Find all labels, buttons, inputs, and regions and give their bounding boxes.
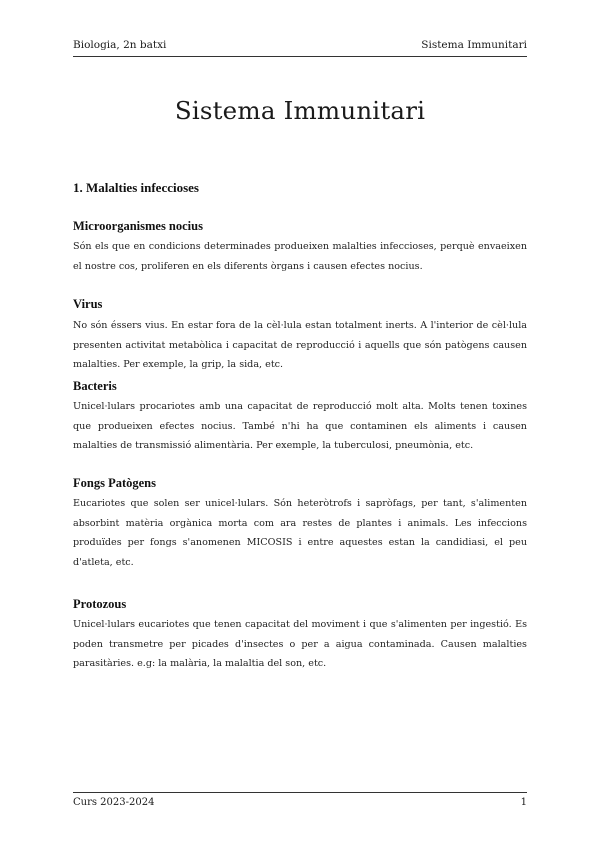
paragraph-protozous: Unicel·lulars eucariotes que tenen capacitat del moviment i que s'alimenten per ingestió. Es poden transmetre per picades d'insectes o per a aigua contaminada. Causen malalties parasitàries. e.g: la malària, la malaltia del son, etc.: [73, 619, 527, 670]
page-header: [73, 39, 527, 55]
header-course: Biologia, 2n batxi: [73, 39, 167, 51]
subsection-heading-bacteris: Bacteris: [73, 379, 117, 393]
paragraph-virus: No són éssers vius. En estar fora de la cèl·lula estan totalment inerts. A l'interior de cèl·lula presenten activitat metabòlica i capacitat de reproducció i aquells que són patògens causen malalties. Per exemple, la grip, la sida, etc.: [73, 320, 527, 371]
paragraph-microorganismes: Són els que en condicions determinades produeixen malalties infeccioses, perquè envaeixen el nostre cos, proliferen en els diferents òrgans i causen efectes nocius.: [73, 241, 527, 272]
page-number: 1: [520, 797, 527, 808]
paragraph-fongs: Eucariotes que solen ser unicel·lulars. Són heteròtrofs i sapròfags, per tant, s'alimenten absorbint matèria orgànica morta com ara restes de plantes i animals. Les infeccions produïdes per fongs s'anomenen MICOSIS i entre aquestes estan la candidiasi, el peu d'atleta, etc.: [73, 498, 527, 568]
page-title: Sistema Immunitari: [174, 96, 426, 125]
subsection-heading-microorganismes: Microorganismes nocius: [73, 219, 203, 233]
paragraph-bacteris: Unicel·lulars procariotes amb una capacitat de reproducció molt alta. Molts tenen toxines que produeixen efectes nocius. També n'hi ha que contaminen els aliments i causen malalties de transmissió alimentària. Per exemple, la tuberculosi, pneumònia, etc.: [73, 401, 527, 452]
subsection-heading-protozous: Protozous: [73, 597, 127, 611]
footer-course-year: Curs 2023-2024: [73, 797, 155, 808]
subsection-heading-fongs: Fongs Patògens: [73, 476, 156, 490]
subsection-heading-virus: Virus: [73, 297, 103, 311]
section-heading: 1. Malalties infeccioses: [73, 180, 199, 195]
footer-divider: [73, 792, 527, 793]
header-topic: Sistema Immunitari: [421, 39, 527, 51]
header-divider: [73, 56, 527, 57]
